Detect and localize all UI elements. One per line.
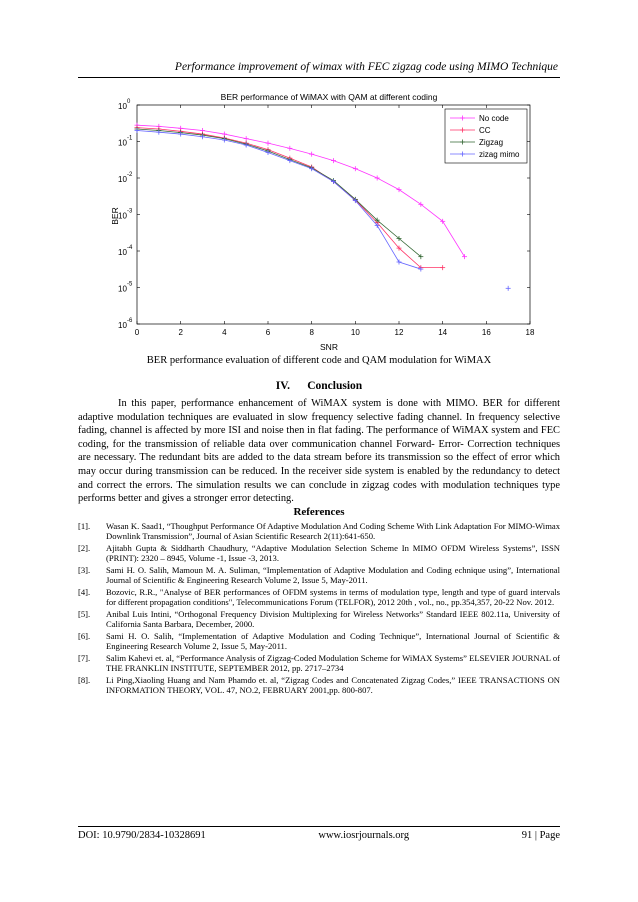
page-footer: [78, 830, 560, 841]
reference-number: [2].: [78, 543, 91, 553]
y-tick-exponent: -4: [127, 245, 133, 251]
legend-label: zizag mimo: [479, 150, 520, 159]
data-point: [244, 136, 249, 141]
x-tick-label: 14: [438, 328, 448, 337]
reference-number: [5].: [78, 609, 91, 619]
x-tick-label: 2: [178, 328, 183, 337]
y-axis-label: BER: [110, 207, 120, 225]
data-point: [375, 176, 380, 181]
reference-text: Bozovic, R.R., "Analyse of BER performances of OFDM systems in terms of modulation type, length and type of guard intervals for different propagation conditions", Telecommunications Forum (TELFOR), 2012 20th , vol., no., pp.354,357, 20-22 Nov. 2012.: [106, 587, 560, 608]
x-tick-label: 8: [309, 328, 314, 337]
legend-label: Zigzag: [479, 138, 504, 147]
reference-text: Anibal Luis Intini, “Orthogonal Frequency Division Multiplexing for Wireless Networks” Standard IEEE 802.11a, University of California Santa Barbara, December, 2000.: [106, 609, 560, 630]
footer-rule: [78, 826, 560, 827]
reference-item: [78, 675, 560, 695]
legend: [445, 109, 527, 163]
reference-item: [78, 653, 560, 673]
reference-number: [1].: [78, 521, 91, 531]
reference-number: [6].: [78, 631, 91, 641]
conclusion-paragraph: In this paper, performance enhancement of WiMAX system is done with MIMO. BER for different adaptive modulation techniques are evaluated in slow frequency selective fading channel. In frequency selective fading, channel is affected by more ISI and noise then in flat fading. The performance of WiMAX system and FEC coding, for the transmission of reliable data over communication channel Forward- Error- Correction techniques are necessary. The redundant bits are added to the data stream before its transmission so the effect of error which may occur during transmission can be reduced. In the receiver side system is enabled by the redundancy to detect and correct the errors. The simulation results we can conclude in zigzag codes with modulation techniques type performs better and gives a stronger error detecting.: [78, 398, 560, 505]
footer-site: www.iosrjournals.org: [318, 830, 410, 841]
y-tick-exponent: -3: [127, 208, 133, 215]
y-tick-label: 10: [118, 138, 127, 148]
y-tick-label: 10: [118, 175, 127, 184]
data-point: [266, 141, 271, 146]
y-tick-label: 10: [118, 102, 127, 111]
y-tick-label: 10: [118, 321, 127, 330]
legend-label: CC: [479, 126, 491, 135]
data-point: [506, 286, 511, 291]
data-point: [331, 158, 336, 163]
y-tick-exponent: -2: [127, 172, 133, 178]
references-heading: References: [293, 506, 345, 518]
data-point: [462, 254, 467, 259]
header-rule: [78, 77, 560, 78]
reference-text: Ajitabh Gupta & Siddharth Chaudhury, “Adaptive Modulation Selection Scheme In MIMO OFDM Wireless Systems”, ISSN (PRINT): 2320 – 8945, Volume -1, Issue -3, 2013.: [106, 543, 560, 564]
reference-number: [4].: [78, 587, 91, 597]
reference-text: Wasan K. Saad1, “Thoughput Performance Of Adaptive Modulation And Coding Scheme With Link Adaptation For MIMO-Wimax Downlink Transmission”, Journal of Asian Scientific Research 2(11):641-650.: [106, 521, 560, 542]
reference-number: [7].: [78, 653, 91, 663]
footer-doi: DOI: 10.9790/2834-10328691: [78, 830, 206, 841]
x-tick-label: 6: [265, 328, 271, 337]
ber-chart: [78, 80, 560, 352]
chart-title: BER performance of WiMAX with QAM at different coding: [220, 92, 438, 102]
y-tick-exponent: -5: [127, 281, 133, 288]
section-heading: IV. Conclusion: [275, 380, 363, 392]
y-tick-label: 10: [118, 248, 127, 257]
series-line-2: [137, 129, 421, 257]
data-point: [440, 265, 445, 270]
x-axis-label: SNR: [320, 342, 338, 352]
data-point: [353, 166, 358, 171]
x-tick-label: 12: [394, 328, 404, 337]
reference-item: [78, 631, 560, 651]
series-line-3: [137, 131, 421, 270]
reference-text: Sami H. O. Salih, “Implementation of Adaptive Modulation and Coding Technique”, International Journal of Scientific & Engineering Research Volume 2, Issue 5, May-2011.: [106, 631, 560, 652]
data-point: [309, 152, 314, 157]
y-tick-exponent: -6: [127, 318, 133, 324]
reference-number: [8].: [78, 675, 91, 685]
x-tick-label: 18: [525, 328, 535, 337]
x-tick-label: 10: [350, 328, 360, 337]
y-tick-exponent: 0: [127, 99, 131, 105]
y-tick-label: 10: [118, 211, 127, 221]
reference-item: [78, 565, 560, 585]
reference-number: [3].: [78, 565, 91, 575]
x-tick-label: 0: [134, 328, 140, 337]
reference-item: [78, 609, 560, 629]
reference-item: [78, 521, 560, 541]
reference-text: Salim Kahevi et. al, “Performance Analysis of Zigzag-Coded Modulation Scheme for WiMAX Systems” ELSEVIER JOURNAL of THE FRANKLIN INSTITUTE, SEPTEMBER 2012, pp. 2717–2734: [106, 653, 560, 674]
y-tick-label: 10: [118, 284, 127, 294]
x-tick-label: 4: [222, 328, 227, 337]
reference-text: Sami H. O. Salih, Mamoun M. A. Suliman, “Implementation of Adaptive Modulation and Coding echnique using”, International Journal of Scientific & Engineering Research Volume 2, Issue 5, May-2011.: [106, 565, 560, 586]
footer-page: 91 | Page: [521, 830, 560, 841]
data-point: [397, 259, 402, 264]
reference-item: [78, 587, 560, 607]
data-point: [397, 187, 402, 192]
x-tick-label: 16: [481, 328, 491, 337]
series-line-0: [137, 125, 465, 256]
data-point: [287, 146, 292, 151]
legend-label: No code: [479, 114, 509, 123]
figure-caption: BER performance evaluation of different code and QAM modulation for WiMAX: [146, 355, 492, 366]
reference-text: Li Ping,Xiaoling Huang and Nam Phamdo et. al, “Zigzag Codes and Concatenated Zigzag Codes,” IEEE TRANSACTIONS ON INFORMATION THEORY, VOL. 47, NO.2, FEBRUARY 2001,pp. 800-807.: [106, 675, 560, 696]
running-title: Performance improvement of wimax with FEC zigzag code using MIMO Technique: [174, 61, 558, 73]
reference-list: [78, 521, 560, 697]
reference-item: [78, 543, 560, 563]
y-tick-exponent: -1: [127, 135, 133, 142]
